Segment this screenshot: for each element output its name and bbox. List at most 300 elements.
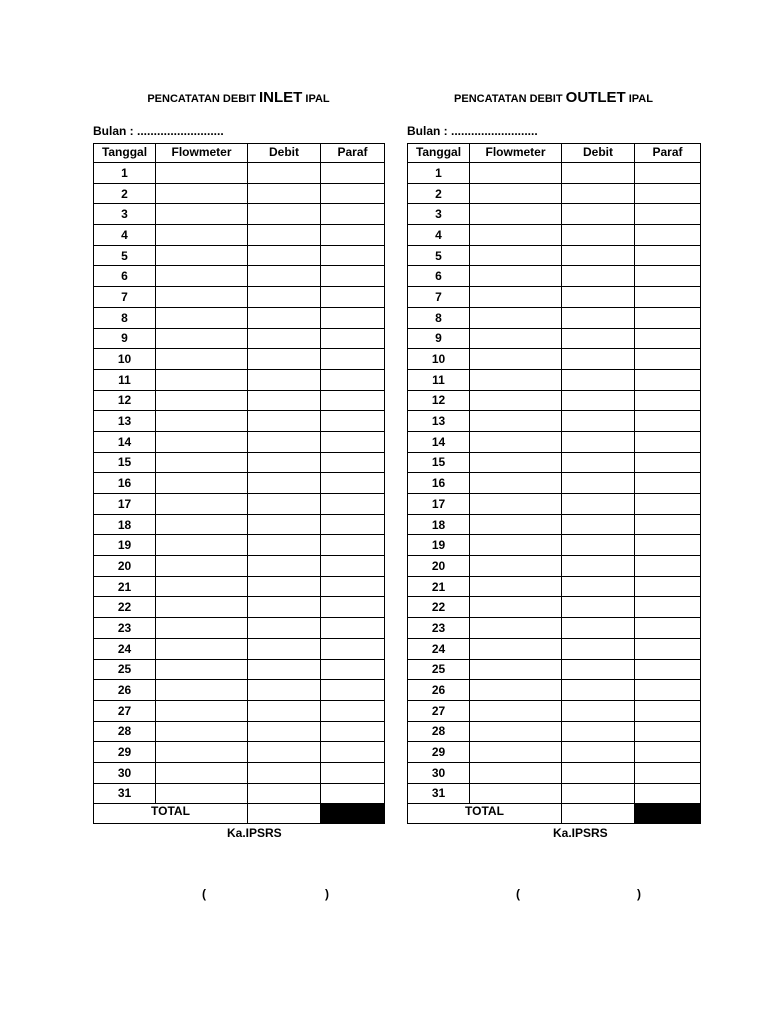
inlet-debit-cell[interactable] bbox=[248, 183, 321, 204]
inlet-debit-cell[interactable] bbox=[248, 349, 321, 370]
outlet-debit-cell[interactable] bbox=[562, 535, 635, 556]
outlet-flowmeter-cell[interactable] bbox=[470, 452, 562, 473]
inlet-paraf-cell[interactable] bbox=[321, 556, 385, 577]
outlet-day-row bbox=[408, 349, 701, 370]
outlet-paraf-cell[interactable] bbox=[635, 700, 701, 721]
inlet-flowmeter-cell[interactable] bbox=[156, 700, 248, 721]
inlet-debit-cell[interactable] bbox=[248, 556, 321, 577]
inlet-day-row bbox=[94, 163, 385, 184]
outlet-flowmeter-cell[interactable] bbox=[470, 307, 562, 328]
inlet-debit-cell[interactable] bbox=[248, 742, 321, 763]
inlet-day-number: 2 bbox=[94, 183, 156, 204]
outlet-paraf-cell[interactable] bbox=[635, 762, 701, 783]
outlet-day-row bbox=[408, 473, 701, 494]
inlet-debit-cell[interactable] bbox=[248, 431, 321, 452]
outlet-day-number: 14 bbox=[408, 431, 470, 452]
inlet-flowmeter-cell[interactable] bbox=[156, 556, 248, 577]
inlet-day-row bbox=[94, 576, 385, 597]
inlet-day-row bbox=[94, 204, 385, 225]
inlet-day-number: 12 bbox=[94, 390, 156, 411]
inlet-day-row bbox=[94, 680, 385, 701]
outlet-day-number: 20 bbox=[408, 556, 470, 577]
inlet-day-number: 9 bbox=[94, 328, 156, 349]
inlet-day-row bbox=[94, 225, 385, 246]
inlet-day-row bbox=[94, 638, 385, 659]
outlet-paraf-cell[interactable] bbox=[635, 473, 701, 494]
outlet-paraf-cell[interactable] bbox=[635, 659, 701, 680]
outlet-day-row bbox=[408, 390, 701, 411]
outlet-day-number: 3 bbox=[408, 204, 470, 225]
outlet-day-row bbox=[408, 369, 701, 390]
outlet-paraf-cell[interactable] bbox=[635, 494, 701, 515]
inlet-day-row bbox=[94, 390, 385, 411]
inlet-paraf-cell[interactable] bbox=[321, 659, 385, 680]
outlet-day-number: 4 bbox=[408, 225, 470, 246]
inlet-paraf-cell[interactable] bbox=[321, 204, 385, 225]
inlet-debit-cell[interactable] bbox=[248, 245, 321, 266]
outlet-flowmeter-cell[interactable] bbox=[470, 659, 562, 680]
outlet-debit-cell[interactable] bbox=[562, 494, 635, 515]
outlet-col-flowmeter: Flowmeter bbox=[470, 144, 562, 163]
inlet-paraf-cell[interactable] bbox=[321, 494, 385, 515]
outlet-day-number: 2 bbox=[408, 183, 470, 204]
inlet-paraf-cell[interactable] bbox=[321, 266, 385, 287]
inlet-day-number: 14 bbox=[94, 431, 156, 452]
inlet-day-row bbox=[94, 287, 385, 308]
inlet-debit-cell[interactable] bbox=[248, 597, 321, 618]
outlet-day-number: 6 bbox=[408, 266, 470, 287]
inlet-day-row bbox=[94, 659, 385, 680]
outlet-flowmeter-cell[interactable] bbox=[470, 225, 562, 246]
outlet-paraf-cell[interactable] bbox=[635, 597, 701, 618]
outlet-flowmeter-cell[interactable] bbox=[470, 411, 562, 432]
inlet-flowmeter-cell[interactable] bbox=[156, 204, 248, 225]
inlet-flowmeter-cell[interactable] bbox=[156, 183, 248, 204]
outlet-paraf-cell[interactable] bbox=[635, 163, 701, 184]
outlet-col-tanggal: Tanggal bbox=[408, 144, 470, 163]
outlet-paraf-cell[interactable] bbox=[635, 307, 701, 328]
inlet-day-number: 27 bbox=[94, 700, 156, 721]
outlet-day-number: 17 bbox=[408, 494, 470, 515]
outlet-flowmeter-cell[interactable] bbox=[470, 431, 562, 452]
outlet-day-number: 23 bbox=[408, 618, 470, 639]
outlet-day-row bbox=[408, 762, 701, 783]
outlet-header-row bbox=[408, 144, 701, 163]
outlet-flowmeter-cell[interactable] bbox=[470, 556, 562, 577]
inlet-header-row bbox=[94, 144, 385, 163]
outlet-paraf-cell[interactable] bbox=[635, 328, 701, 349]
outlet-total-debit-cell[interactable] bbox=[562, 804, 635, 824]
inlet-total-paraf-blackout bbox=[321, 804, 385, 824]
outlet-day-number: 15 bbox=[408, 452, 470, 473]
inlet-day-number: 15 bbox=[94, 452, 156, 473]
outlet-day-number: 18 bbox=[408, 514, 470, 535]
inlet-title-suffix: IPAL bbox=[305, 93, 330, 105]
outlet-flowmeter-cell[interactable] bbox=[470, 742, 562, 763]
outlet-day-number: 24 bbox=[408, 638, 470, 659]
outlet-col-paraf: Paraf bbox=[635, 144, 701, 163]
inlet-debit-cell[interactable] bbox=[248, 390, 321, 411]
outlet-day-row bbox=[408, 700, 701, 721]
inlet-total-row bbox=[94, 804, 385, 824]
outlet-flowmeter-cell[interactable] bbox=[470, 618, 562, 639]
inlet-day-row bbox=[94, 597, 385, 618]
inlet-paraf-cell[interactable] bbox=[321, 742, 385, 763]
inlet-paraf-cell[interactable] bbox=[321, 369, 385, 390]
inlet-flowmeter-cell[interactable] bbox=[156, 721, 248, 742]
inlet-flowmeter-cell[interactable] bbox=[156, 287, 248, 308]
inlet-title-prefix: PENCATATAN DEBIT bbox=[147, 93, 256, 105]
outlet-debit-cell[interactable] bbox=[562, 411, 635, 432]
outlet-total-label: TOTAL bbox=[408, 804, 562, 824]
outlet-paraf-cell[interactable] bbox=[635, 349, 701, 370]
outlet-debit-cell[interactable] bbox=[562, 349, 635, 370]
inlet-debit-cell[interactable] bbox=[248, 473, 321, 494]
inlet-debit-cell[interactable] bbox=[248, 721, 321, 742]
outlet-debit-cell[interactable] bbox=[562, 473, 635, 494]
inlet-flowmeter-cell[interactable] bbox=[156, 411, 248, 432]
inlet-debit-cell[interactable] bbox=[248, 638, 321, 659]
outlet-debit-cell[interactable] bbox=[562, 638, 635, 659]
outlet-paraf-cell[interactable] bbox=[635, 535, 701, 556]
inlet-flowmeter-cell[interactable] bbox=[156, 266, 248, 287]
outlet-signer: Ka.IPSRS bbox=[553, 826, 608, 840]
inlet-flowmeter-cell[interactable] bbox=[156, 328, 248, 349]
inlet-day-number: 26 bbox=[94, 680, 156, 701]
inlet-debit-cell[interactable] bbox=[248, 266, 321, 287]
outlet-debit-cell[interactable] bbox=[562, 721, 635, 742]
inlet-day-row bbox=[94, 369, 385, 390]
inlet-flowmeter-cell[interactable] bbox=[156, 369, 248, 390]
inlet-flowmeter-cell[interactable] bbox=[156, 225, 248, 246]
outlet-flowmeter-cell[interactable] bbox=[470, 183, 562, 204]
inlet-total-debit-cell[interactable] bbox=[248, 804, 321, 824]
inlet-paraf-cell[interactable] bbox=[321, 163, 385, 184]
inlet-debit-cell[interactable] bbox=[248, 514, 321, 535]
inlet-flowmeter-cell[interactable] bbox=[156, 163, 248, 184]
outlet-flowmeter-cell[interactable] bbox=[470, 328, 562, 349]
outlet-paraf-cell[interactable] bbox=[635, 556, 701, 577]
inlet-flowmeter-cell[interactable] bbox=[156, 576, 248, 597]
inlet-debit-cell[interactable] bbox=[248, 287, 321, 308]
outlet-flowmeter-cell[interactable] bbox=[470, 204, 562, 225]
outlet-paraf-cell[interactable] bbox=[635, 576, 701, 597]
inlet-total-label: TOTAL bbox=[94, 804, 248, 824]
inlet-flowmeter-cell[interactable] bbox=[156, 535, 248, 556]
inlet-paraf-cell[interactable] bbox=[321, 307, 385, 328]
inlet-flowmeter-cell[interactable] bbox=[156, 473, 248, 494]
inlet-day-number: 25 bbox=[94, 659, 156, 680]
outlet-paraf-cell[interactable] bbox=[635, 369, 701, 390]
inlet-paraf-cell[interactable] bbox=[321, 721, 385, 742]
outlet-flowmeter-cell[interactable] bbox=[470, 514, 562, 535]
inlet-debit-cell[interactable] bbox=[248, 680, 321, 701]
outlet-day-number: 5 bbox=[408, 245, 470, 266]
inlet-flowmeter-cell[interactable] bbox=[156, 742, 248, 763]
inlet-debit-cell[interactable] bbox=[248, 576, 321, 597]
inlet-debit-cell[interactable] bbox=[248, 618, 321, 639]
inlet-title-emphasis: INLET bbox=[258, 89, 303, 106]
inlet-debit-cell[interactable] bbox=[248, 700, 321, 721]
inlet-day-number: 29 bbox=[94, 742, 156, 763]
inlet-day-number: 3 bbox=[94, 204, 156, 225]
outlet-debit-cell[interactable] bbox=[562, 680, 635, 701]
inlet-flowmeter-cell[interactable] bbox=[156, 307, 248, 328]
inlet-day-number: 4 bbox=[94, 225, 156, 246]
outlet-paraf-cell[interactable] bbox=[635, 618, 701, 639]
outlet-paraf-cell[interactable] bbox=[635, 287, 701, 308]
inlet-debit-cell[interactable] bbox=[248, 494, 321, 515]
inlet-paraf-cell[interactable] bbox=[321, 700, 385, 721]
inlet-log-table bbox=[93, 143, 385, 824]
outlet-debit-cell[interactable] bbox=[562, 597, 635, 618]
inlet-day-number: 10 bbox=[94, 349, 156, 370]
outlet-day-row bbox=[408, 287, 701, 308]
inlet-day-row bbox=[94, 742, 385, 763]
outlet-paraf-cell[interactable] bbox=[635, 266, 701, 287]
inlet-day-number: 5 bbox=[94, 245, 156, 266]
outlet-paraf-cell[interactable] bbox=[635, 245, 701, 266]
outlet-flowmeter-cell[interactable] bbox=[470, 638, 562, 659]
outlet-debit-cell[interactable] bbox=[562, 183, 635, 204]
inlet-day-row bbox=[94, 514, 385, 535]
outlet-flowmeter-cell[interactable] bbox=[470, 287, 562, 308]
inlet-day-number: 21 bbox=[94, 576, 156, 597]
inlet-day-number: 17 bbox=[94, 494, 156, 515]
outlet-debit-cell[interactable] bbox=[562, 163, 635, 184]
inlet-paraf-cell[interactable] bbox=[321, 328, 385, 349]
inlet-day-row bbox=[94, 452, 385, 473]
inlet-debit-cell[interactable] bbox=[248, 411, 321, 432]
outlet-paraf-cell[interactable] bbox=[635, 390, 701, 411]
outlet-debit-cell[interactable] bbox=[562, 431, 635, 452]
inlet-paraf-cell[interactable] bbox=[321, 390, 385, 411]
outlet-total-paraf-blackout bbox=[635, 804, 701, 824]
inlet-flowmeter-cell[interactable] bbox=[156, 431, 248, 452]
outlet-day-number: 21 bbox=[408, 576, 470, 597]
outlet-paraf-cell[interactable] bbox=[635, 431, 701, 452]
outlet-day-number: 27 bbox=[408, 700, 470, 721]
outlet-flowmeter-cell[interactable] bbox=[470, 369, 562, 390]
outlet-flowmeter-cell[interactable] bbox=[470, 390, 562, 411]
outlet-paraf-cell[interactable] bbox=[635, 204, 701, 225]
inlet-paraf-cell[interactable] bbox=[321, 597, 385, 618]
outlet-day-row bbox=[408, 494, 701, 515]
inlet-day-row bbox=[94, 349, 385, 370]
inlet-day-number: 30 bbox=[94, 762, 156, 783]
inlet-flowmeter-cell[interactable] bbox=[156, 245, 248, 266]
inlet-day-row bbox=[94, 328, 385, 349]
inlet-col-flowmeter: Flowmeter bbox=[156, 144, 248, 163]
inlet-paraf-cell[interactable] bbox=[321, 431, 385, 452]
inlet-debit-cell[interactable] bbox=[248, 307, 321, 328]
inlet-day-number: 18 bbox=[94, 514, 156, 535]
inlet-paraf-cell[interactable] bbox=[321, 287, 385, 308]
outlet-debit-cell[interactable] bbox=[562, 618, 635, 639]
outlet-flowmeter-cell[interactable] bbox=[470, 494, 562, 515]
outlet-debit-cell[interactable] bbox=[562, 514, 635, 535]
inlet-flowmeter-cell[interactable] bbox=[156, 680, 248, 701]
outlet-day-row bbox=[408, 556, 701, 577]
inlet-flowmeter-cell[interactable] bbox=[156, 494, 248, 515]
inlet-paraf-cell[interactable] bbox=[321, 638, 385, 659]
outlet-paraf-cell[interactable] bbox=[635, 411, 701, 432]
inlet-debit-cell[interactable] bbox=[248, 369, 321, 390]
inlet-debit-cell[interactable] bbox=[248, 204, 321, 225]
outlet-day-number: 19 bbox=[408, 535, 470, 556]
inlet-debit-cell[interactable] bbox=[248, 762, 321, 783]
outlet-day-number: 22 bbox=[408, 597, 470, 618]
outlet-debit-cell[interactable] bbox=[562, 390, 635, 411]
outlet-flowmeter-cell[interactable] bbox=[470, 245, 562, 266]
inlet-paraf-cell[interactable] bbox=[321, 411, 385, 432]
inlet-debit-cell[interactable] bbox=[248, 535, 321, 556]
outlet-debit-cell[interactable] bbox=[562, 556, 635, 577]
outlet-day-number: 11 bbox=[408, 369, 470, 390]
outlet-flowmeter-cell[interactable] bbox=[470, 721, 562, 742]
outlet-debit-cell[interactable] bbox=[562, 204, 635, 225]
outlet-flowmeter-cell[interactable] bbox=[470, 783, 562, 804]
inlet-paraf-cell[interactable] bbox=[321, 535, 385, 556]
inlet-flowmeter-cell[interactable] bbox=[156, 783, 248, 804]
outlet-title-suffix: IPAL bbox=[628, 93, 653, 105]
inlet-paraf-cell[interactable] bbox=[321, 762, 385, 783]
outlet-flowmeter-cell[interactable] bbox=[470, 576, 562, 597]
outlet-day-row bbox=[408, 225, 701, 246]
inlet-day-number: 8 bbox=[94, 307, 156, 328]
outlet-paraf-cell[interactable] bbox=[635, 183, 701, 204]
outlet-day-number: 9 bbox=[408, 328, 470, 349]
inlet-day-row bbox=[94, 411, 385, 432]
outlet-col-debit: Debit bbox=[562, 144, 635, 163]
outlet-day-number: 13 bbox=[408, 411, 470, 432]
outlet-day-row bbox=[408, 576, 701, 597]
inlet-day-row bbox=[94, 494, 385, 515]
inlet-flowmeter-cell[interactable] bbox=[156, 638, 248, 659]
inlet-day-row bbox=[94, 783, 385, 804]
outlet-debit-cell[interactable] bbox=[562, 225, 635, 246]
inlet-paraf-cell[interactable] bbox=[321, 514, 385, 535]
outlet-debit-cell[interactable] bbox=[562, 266, 635, 287]
outlet-day-row bbox=[408, 204, 701, 225]
outlet-paraf-cell[interactable] bbox=[635, 783, 701, 804]
outlet-flowmeter-cell[interactable] bbox=[470, 597, 562, 618]
outlet-debit-cell[interactable] bbox=[562, 287, 635, 308]
outlet-flowmeter-cell[interactable] bbox=[470, 349, 562, 370]
outlet-paraf-cell[interactable] bbox=[635, 742, 701, 763]
inlet-paraf-cell[interactable] bbox=[321, 452, 385, 473]
inlet-day-number: 24 bbox=[94, 638, 156, 659]
outlet-flowmeter-cell[interactable] bbox=[470, 163, 562, 184]
outlet-debit-cell[interactable] bbox=[562, 328, 635, 349]
outlet-flowmeter-cell[interactable] bbox=[470, 762, 562, 783]
inlet-debit-cell[interactable] bbox=[248, 328, 321, 349]
outlet-debit-cell[interactable] bbox=[562, 369, 635, 390]
inlet-day-row bbox=[94, 721, 385, 742]
inlet-day-row bbox=[94, 762, 385, 783]
outlet-day-number: 7 bbox=[408, 287, 470, 308]
outlet-debit-cell[interactable] bbox=[562, 742, 635, 763]
inlet-signer: Ka.IPSRS bbox=[227, 826, 282, 840]
inlet-day-number: 1 bbox=[94, 163, 156, 184]
inlet-flowmeter-cell[interactable] bbox=[156, 618, 248, 639]
outlet-day-number: 8 bbox=[408, 307, 470, 328]
inlet-paraf-cell[interactable] bbox=[321, 473, 385, 494]
outlet-day-number: 1 bbox=[408, 163, 470, 184]
outlet-day-row bbox=[408, 307, 701, 328]
inlet-day-row bbox=[94, 183, 385, 204]
outlet-debit-cell[interactable] bbox=[562, 659, 635, 680]
inlet-paraf-cell[interactable] bbox=[321, 576, 385, 597]
inlet-flowmeter-cell[interactable] bbox=[156, 659, 248, 680]
inlet-day-number: 11 bbox=[94, 369, 156, 390]
inlet-paraf-cell[interactable] bbox=[321, 225, 385, 246]
outlet-paraf-cell[interactable] bbox=[635, 452, 701, 473]
inlet-paraf-cell[interactable] bbox=[321, 680, 385, 701]
inlet-flowmeter-cell[interactable] bbox=[156, 762, 248, 783]
outlet-debit-cell[interactable] bbox=[562, 576, 635, 597]
inlet-flowmeter-cell[interactable] bbox=[156, 390, 248, 411]
outlet-flowmeter-cell[interactable] bbox=[470, 266, 562, 287]
inlet-debit-cell[interactable] bbox=[248, 225, 321, 246]
outlet-day-row bbox=[408, 742, 701, 763]
outlet-flowmeter-cell[interactable] bbox=[470, 700, 562, 721]
inlet-debit-cell[interactable] bbox=[248, 163, 321, 184]
outlet-title bbox=[387, 88, 720, 109]
inlet-flowmeter-cell[interactable] bbox=[156, 452, 248, 473]
outlet-flowmeter-cell[interactable] bbox=[470, 535, 562, 556]
outlet-debit-cell[interactable] bbox=[562, 783, 635, 804]
inlet-day-number: 28 bbox=[94, 721, 156, 742]
inlet-paraf-cell[interactable] bbox=[321, 618, 385, 639]
outlet-day-number: 25 bbox=[408, 659, 470, 680]
inlet-debit-cell[interactable] bbox=[248, 452, 321, 473]
inlet-flowmeter-cell[interactable] bbox=[156, 514, 248, 535]
outlet-debit-cell[interactable] bbox=[562, 762, 635, 783]
inlet-debit-cell[interactable] bbox=[248, 783, 321, 804]
outlet-day-row bbox=[408, 721, 701, 742]
outlet-flowmeter-cell[interactable] bbox=[470, 473, 562, 494]
outlet-day-number: 30 bbox=[408, 762, 470, 783]
outlet-debit-cell[interactable] bbox=[562, 245, 635, 266]
outlet-paraf-cell[interactable] bbox=[635, 514, 701, 535]
inlet-flowmeter-cell[interactable] bbox=[156, 349, 248, 370]
outlet-day-number: 16 bbox=[408, 473, 470, 494]
outlet-debit-cell[interactable] bbox=[562, 452, 635, 473]
inlet-col-debit: Debit bbox=[248, 144, 321, 163]
outlet-flowmeter-cell[interactable] bbox=[470, 680, 562, 701]
outlet-debit-cell[interactable] bbox=[562, 307, 635, 328]
inlet-day-number: 16 bbox=[94, 473, 156, 494]
inlet-paraf-cell[interactable] bbox=[321, 783, 385, 804]
inlet-day-row bbox=[94, 307, 385, 328]
inlet-debit-cell[interactable] bbox=[248, 659, 321, 680]
outlet-day-row bbox=[408, 183, 701, 204]
inlet-day-number: 19 bbox=[94, 535, 156, 556]
inlet-day-row bbox=[94, 556, 385, 577]
inlet-flowmeter-cell[interactable] bbox=[156, 597, 248, 618]
inlet-paraf-cell[interactable] bbox=[321, 349, 385, 370]
outlet-day-number: 29 bbox=[408, 742, 470, 763]
outlet-day-row bbox=[408, 680, 701, 701]
outlet-paraf-cell[interactable] bbox=[635, 638, 701, 659]
outlet-paraf-cell[interactable] bbox=[635, 721, 701, 742]
outlet-paraf-cell[interactable] bbox=[635, 225, 701, 246]
inlet-paraf-cell[interactable] bbox=[321, 183, 385, 204]
outlet-debit-cell[interactable] bbox=[562, 700, 635, 721]
inlet-paraf-cell[interactable] bbox=[321, 245, 385, 266]
outlet-paraf-cell[interactable] bbox=[635, 680, 701, 701]
